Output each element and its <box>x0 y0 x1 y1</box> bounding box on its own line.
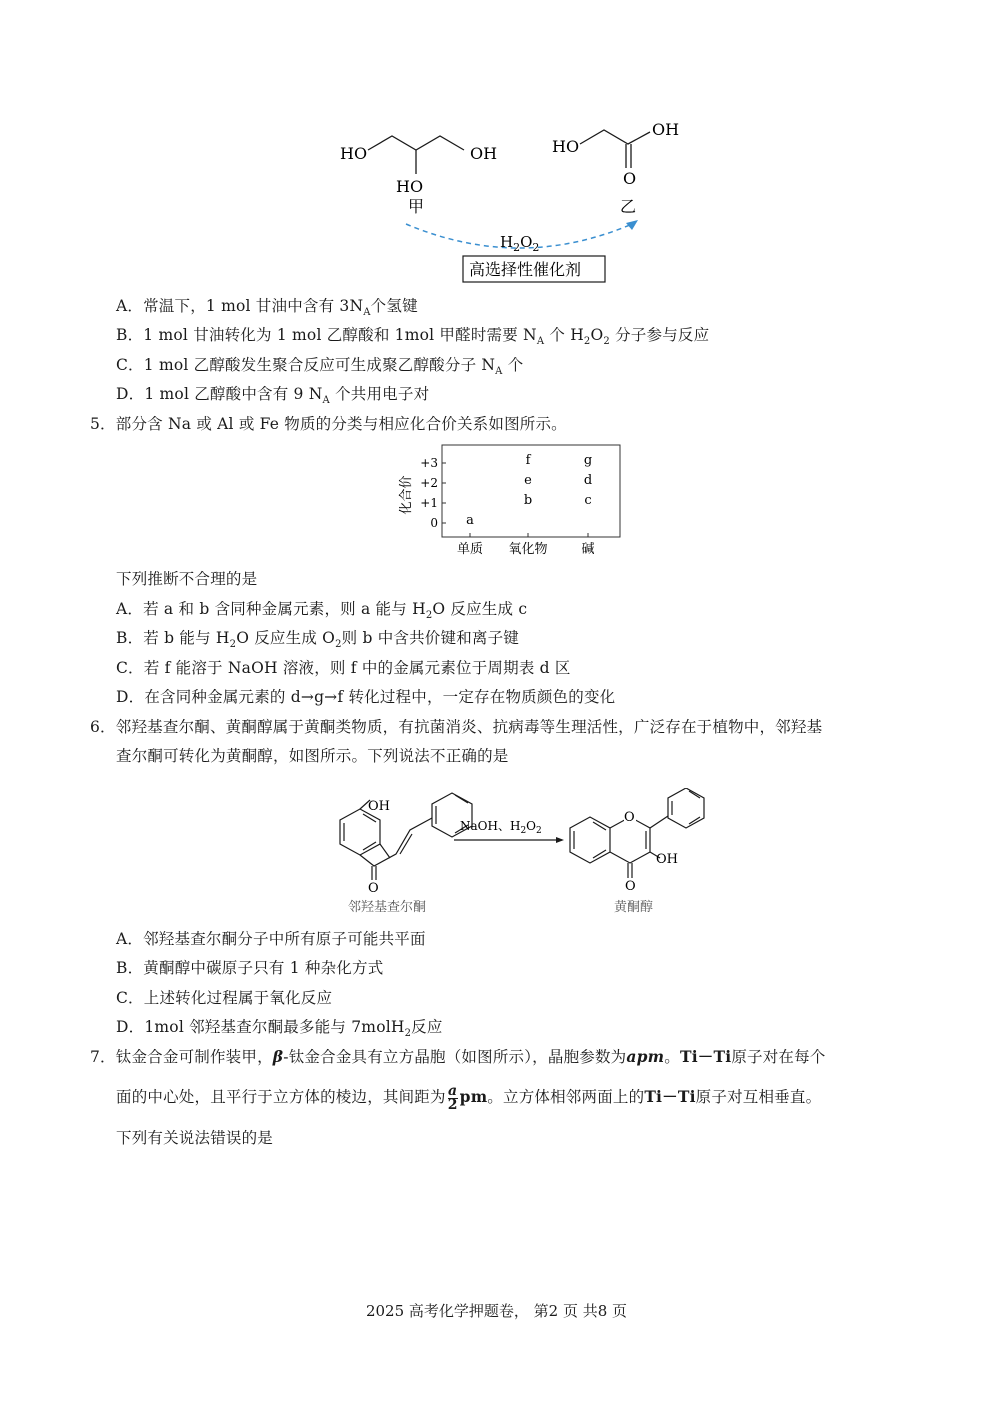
acid-oh: OH <box>652 120 680 139</box>
reagent-h2o2: $H_2O_2$ <box>500 233 540 254</box>
point-b: b <box>523 493 533 508</box>
acid-ho: HO <box>552 137 580 156</box>
q5-option-d: D．在含同种金属元素的 d→g→f 转化过程中，一定存在物质颜色的变化 <box>116 688 616 706</box>
glycerol-oh-right: OH <box>470 144 498 163</box>
reaction-arrowhead <box>626 220 638 230</box>
flavonol-label: 黄酮醇 <box>614 900 654 915</box>
q4-option-d: D．1 mol 乙醇酸中含有 9 $N_A$ 个共用电子对 <box>116 385 430 407</box>
xtick-label: 氧化物 <box>508 542 548 557</box>
point-a: a <box>466 513 474 528</box>
point-g: g <box>583 453 593 468</box>
q6-option-a: A．邻羟基查尔酮分子中所有原子可能共平面 <box>116 930 426 948</box>
q6-option-b: B．黄酮醇中碳原子只有 1 种杂化方式 <box>116 959 384 977</box>
xtick-label: 碱 <box>581 542 595 557</box>
chalcone-oh: OH <box>368 799 390 814</box>
catalyst-label: 高选择性催化剂 <box>469 260 582 279</box>
reaction-arrowhead-2 <box>556 837 564 843</box>
chalcone-label: 邻羟基查尔酮 <box>348 900 427 915</box>
glycerol-reaction-figure <box>330 112 710 287</box>
page-footer: 2025 高考化学押题卷， 第2 页 共8 页 <box>365 1302 628 1320</box>
ytick-label: +2 <box>420 476 438 490</box>
chalcone-structure <box>340 793 472 880</box>
ytick-label: +3 <box>420 456 438 470</box>
q7-line2: 面的中心处，且平行于立方体的棱边，其间距为 $\frac{a}{2}$ pm。立方体相邻两面上的Ti－Ti原子对互相垂直。 <box>116 1082 822 1113</box>
flavonol-carbonyl-o: O <box>625 879 636 894</box>
glycerol-ho-bottom: HO <box>396 177 424 196</box>
point-e: e <box>524 473 532 488</box>
q5-option-c: C．若 f 能溶于 NaOH 溶液，则 f 中的金属元素位于周期表 d 区 <box>116 659 571 677</box>
acid-label: 乙 <box>620 197 637 216</box>
q6-option-d: D．1mol 邻羟基查尔酮最多能与 7molH$_2$反应 <box>116 1018 443 1040</box>
q6-stem-line2: 查尔酮可转化为黄酮醇，如图所示。下列说法不正确的是 <box>116 747 509 765</box>
chart-points <box>466 453 592 528</box>
valence-chart <box>392 440 632 562</box>
q5-stem: 5．部分含 Na 或 Al 或 Fe 物质的分类与相应化合价关系如图所示。 <box>90 415 567 433</box>
q5-option-b: B．若 b 能与 $H_2O$ 反应生成 $O_2$则 b 中含共价键和离子键 <box>116 629 520 651</box>
flavonol-ring-o: O <box>624 810 635 825</box>
q5-option-a: A．若 a 和 b 含同种金属元素，则 a 能与 $H_2O$ 反应生成 c <box>116 600 528 622</box>
q6-stem-line1: 6．邻羟基查尔酮、黄酮醇属于黄酮类物质，有抗菌消炎、抗病毒等生理活性，广泛存在于植物中，邻羟基 <box>90 718 823 736</box>
q4-option-c: C．1 mol 乙醇酸发生聚合反应可生成聚乙醇酸分子 $N_A$ 个 <box>116 356 524 378</box>
point-f: f <box>525 453 531 468</box>
reaction-conditions: NaOH、$H_2O_2$ <box>460 819 542 836</box>
glycerol-ho-left: HO <box>340 144 368 163</box>
chalcone-o: O <box>368 881 379 896</box>
chart-ylabel: 化合价 <box>399 475 414 515</box>
acid-carbonyl-o: O <box>623 169 637 188</box>
flavonol-structure <box>570 788 704 878</box>
q4-option-b: B．1 mol 甘油转化为 1 mol 乙醇酸和 1mol 甲醛时需要 $N_A$ 个 $H_2O_2$ 分子参与反应 <box>116 326 710 348</box>
flavonol-reaction-figure <box>312 788 712 918</box>
glycerol-structure <box>368 136 464 174</box>
point-d: d <box>583 473 593 488</box>
q7-line1: 7．钛金合金可制作装甲，β-钛金合金具有立方晶胞（如图所示），晶胞参数为apm。Ti－Ti原子对在每个 <box>90 1047 826 1066</box>
ytick-label: 0 <box>430 516 438 530</box>
ytick-label: +1 <box>420 496 438 510</box>
point-c: c <box>584 493 592 508</box>
fraction-a-over-2: $\frac{a}{2}$ <box>447 1082 458 1113</box>
q6-option-c: C．上述转化过程属于氧化反应 <box>116 989 333 1007</box>
xtick-label: 单质 <box>456 542 484 557</box>
q7-line3: 下列有关说法错误的是 <box>116 1129 274 1147</box>
glycerol-label: 甲 <box>408 197 425 216</box>
flavonol-oh: OH <box>656 852 678 867</box>
glycolic-acid-structure <box>580 130 650 168</box>
q4-option-a: A．常温下，1 mol 甘油中含有 $3N_A$个氢键 <box>116 297 418 319</box>
q5-prompt: 下列推断不合理的是 <box>116 570 258 588</box>
